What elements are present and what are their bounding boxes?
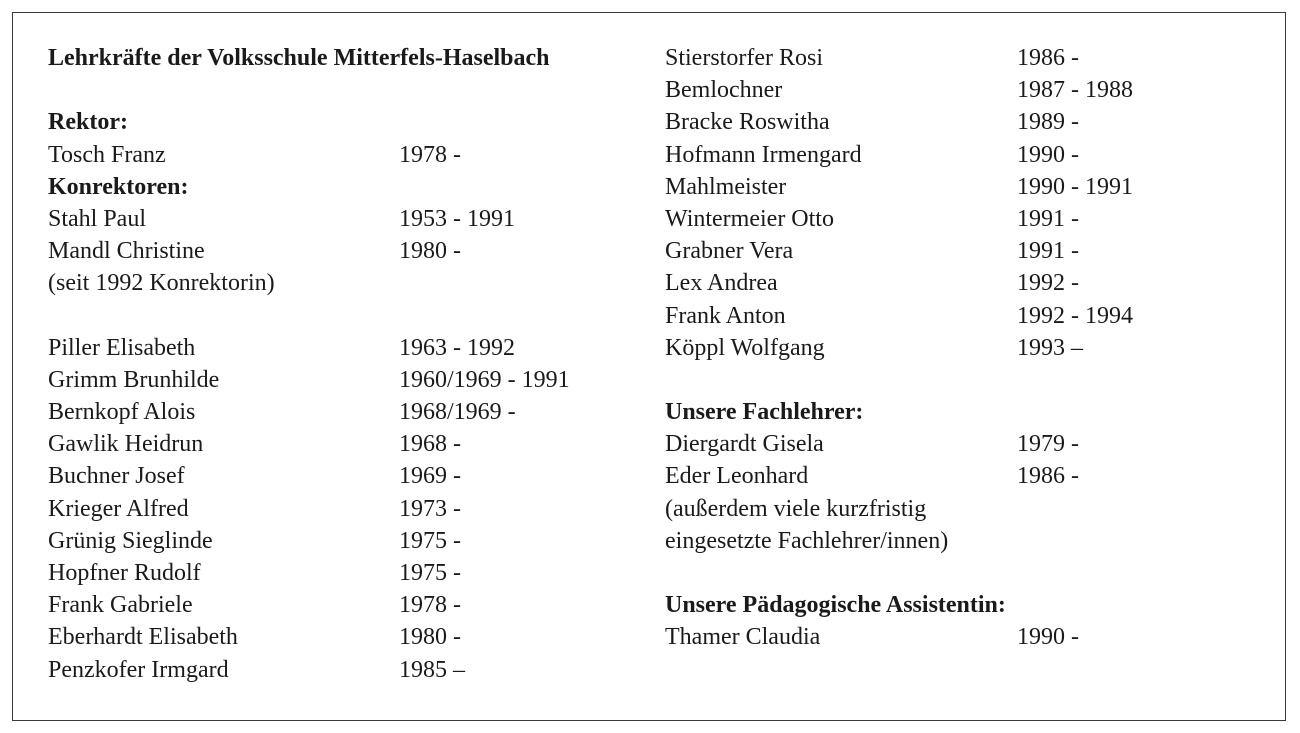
teacher-row (48, 460, 550, 492)
teacher-name: Bemlochner (665, 77, 783, 104)
section-heading-rektor: Rektor: (48, 109, 128, 136)
teacher-row (665, 428, 1079, 460)
teacher-years: 1991 - (1017, 238, 1079, 265)
teacher-years: 1969 - (399, 463, 461, 490)
teacher-years: 1973 - (399, 495, 461, 522)
teacher-name: Hopfner Rudolf (48, 560, 201, 586)
teacher-row (665, 74, 1133, 106)
section-heading-assistentin: Unsere Pädagogische Assistentin: (665, 592, 1006, 619)
teacher-years: 1968/1969 - (399, 399, 516, 426)
teacher-years: 1990 - (1017, 624, 1079, 651)
teacher-row (48, 203, 550, 235)
teacher-years: 1989 - (1017, 109, 1079, 136)
teacher-list-left (48, 332, 570, 686)
teacher-name: Köppl Wolfgang (665, 334, 825, 361)
teacher-list-right (665, 42, 1133, 364)
teacher-name: Grimm Brunhilde (48, 366, 220, 393)
spacer (665, 364, 1006, 396)
spacer (665, 557, 1006, 589)
left-column (48, 42, 570, 686)
right-column (665, 42, 1133, 654)
teacher-name: Grünig Sieglinde (48, 527, 213, 554)
teacher-years: 1960/1969 - 1991 (399, 366, 570, 393)
teacher-row (48, 332, 550, 364)
teacher-row (665, 106, 1079, 138)
teacher-name: Eberhardt Elisabeth (48, 624, 238, 651)
teacher-years: 1986 - (1017, 45, 1079, 71)
teacher-row (665, 139, 1079, 171)
teacher-name: Buchner Josef (48, 463, 185, 490)
teacher-years: 1963 - 1992 (399, 334, 515, 361)
teacher-row (665, 42, 1079, 74)
teacher-row (48, 654, 550, 686)
teacher-years: 1978 - (399, 141, 461, 168)
teacher-row (665, 621, 1079, 653)
teacher-row (48, 396, 550, 428)
teacher-name: Thamer Claudia (665, 624, 821, 651)
teacher-name: Gawlik Heidrun (48, 431, 204, 458)
teacher-row (48, 139, 550, 171)
teacher-years: 1980 - (399, 624, 461, 651)
spacer (48, 300, 550, 332)
teacher-row (48, 235, 550, 267)
teacher-name: Diergardt Gisela (665, 431, 824, 458)
teacher-years: 1953 - 1991 (399, 205, 515, 232)
teacher-years: 1980 - (399, 238, 461, 265)
teacher-years: 1968 - (399, 431, 461, 458)
teacher-name: Stahl Paul (48, 205, 147, 232)
teacher-row (48, 557, 550, 589)
teacher-name: Eder Leonhard (665, 463, 809, 490)
teacher-row (665, 235, 1079, 267)
teacher-years: 1991 - (1017, 205, 1079, 232)
teacher-years: 1990 - 1991 (1017, 173, 1133, 200)
teacher-name: Bernkopf Alois (48, 399, 196, 426)
teacher-name: Wintermeier Otto (665, 205, 834, 232)
teacher-years: 1986 - (1017, 463, 1079, 490)
spacer (48, 74, 550, 106)
teacher-years: 1990 - (1017, 141, 1079, 168)
document-title: Lehrkräfte der Volksschule Mitterfels-Haselbach (48, 45, 550, 71)
teacher-name: Frank Anton (665, 302, 786, 329)
teacher-name: Mandl Christine (48, 238, 205, 265)
teacher-years: 1987 - 1988 (1017, 77, 1133, 104)
section-heading-konrektoren: Konrektoren: (48, 173, 189, 200)
teacher-name: Mahlmeister (665, 173, 787, 200)
teacher-row (48, 525, 550, 557)
teacher-name: Penzkofer Irmgard (48, 656, 229, 683)
teacher-row (665, 267, 1079, 299)
teacher-row (48, 364, 570, 396)
teacher-row (48, 621, 550, 653)
teacher-years: 1992 - 1994 (1017, 302, 1133, 329)
teacher-name: Lex Andrea (665, 270, 778, 297)
teacher-name: Tosch Franz (48, 141, 166, 168)
teacher-name: Bracke Roswitha (665, 109, 830, 136)
teacher-years: 1993 – (1017, 334, 1083, 361)
section-heading-fachlehrer: Unsere Fachlehrer: (665, 399, 864, 426)
teacher-name: Piller Elisabeth (48, 334, 196, 361)
teacher-years: 1975 - (399, 527, 461, 554)
teacher-years: 1978 - (399, 592, 461, 619)
teacher-row (665, 460, 1079, 492)
teacher-row (665, 171, 1133, 203)
teacher-row (665, 300, 1133, 332)
teacher-row (665, 332, 1083, 364)
teacher-name: Hofmann Irmengard (665, 141, 862, 168)
fachlehrer-note-line: eingesetzte Fachlehrer/innen) (665, 527, 949, 554)
fachlehrer-note-line: (außerdem viele kurzfristig (665, 495, 927, 522)
teacher-row (665, 203, 1079, 235)
teacher-name: Frank Gabriele (48, 592, 193, 619)
teacher-row (48, 428, 550, 460)
teacher-name: Stierstorfer Rosi (665, 45, 823, 71)
teacher-years: 1985 – (399, 656, 465, 683)
teacher-name: Grabner Vera (665, 238, 794, 265)
teacher-row (48, 589, 550, 621)
teacher-years: 1979 - (1017, 431, 1079, 458)
teacher-row (48, 493, 550, 525)
konrektorin-note: (seit 1992 Konrektorin) (48, 270, 275, 297)
teacher-years: 1992 - (1017, 270, 1079, 297)
teacher-years: 1975 - (399, 560, 461, 586)
teacher-name: Krieger Alfred (48, 495, 189, 522)
